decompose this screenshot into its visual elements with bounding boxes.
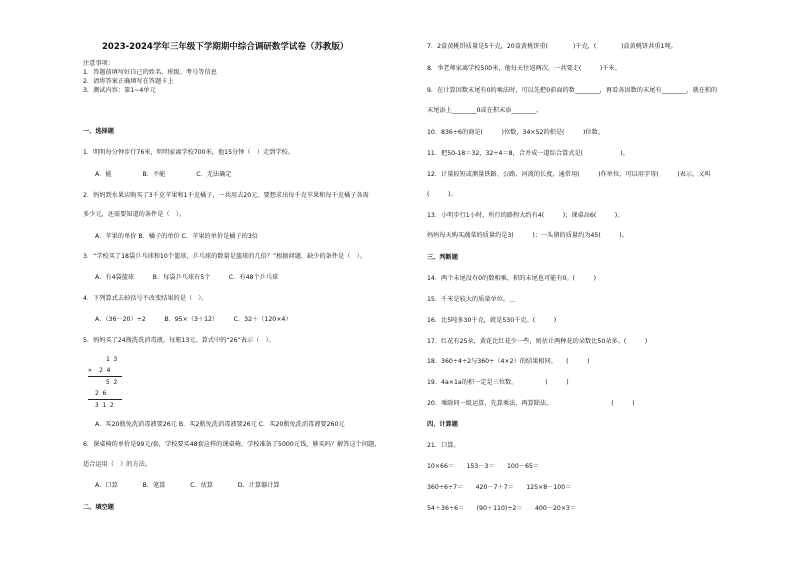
- vertical-partial-1: 5 2: [106, 379, 118, 386]
- question-9-cont: 末尾添上________0或在积末添________。: [427, 107, 543, 114]
- question-13-cont: 妈妈每天购买蔬菜的质量约是3( )；一头猪的质量约为45( )。: [427, 232, 628, 239]
- question-6-options: A．口算 B．笔算 C．估算 D．计算器计算: [95, 482, 280, 489]
- question-19: 19．4a×1a的积一定是三位数。 ( ): [427, 379, 569, 386]
- vertical-line: [88, 399, 122, 400]
- question-17: 17．红花有25朵，黄花比红花少一些，则估计两种花的朵数比50朵多。( ): [427, 338, 648, 345]
- question-16: 16．比5吨多30千克，就是530千克。( ): [427, 317, 557, 324]
- note-item: 1．答题前填写好自己的姓名、班级、考号等信息: [83, 69, 217, 76]
- vertical-result: 3 1 2: [95, 402, 114, 409]
- question-3: 3．“学校买了18袋乒乓球和10个篮球，乒乓球的数量是篮球的几倍？”根据问题，缺少的条件是（ ）。: [83, 253, 366, 260]
- question-2: 2．妈妈到水果店购买了3千克苹果和1千克橘子，一共用去20元。要想求出每千克苹果和每千克橘子各需: [83, 192, 369, 199]
- question-6-cont: 适合运用（ ）的方法。: [83, 461, 152, 468]
- question-7: 7．2盒黄桃饼质量是5千克，20盒黄桃饼重( )千克，( )盒黄桃饼共重1吨。: [427, 43, 677, 50]
- question-12-cont: ( )。: [427, 191, 457, 198]
- mental-math-row: 54＋36÷6＝ (90＋110)÷2＝ 400－20×3＝: [427, 505, 577, 512]
- vertical-multiplier: × 2 4: [88, 367, 111, 374]
- vertical-partial-2: 2 6: [95, 390, 107, 397]
- question-8: 8．李老师家离学校500米，他每天往返两次，一共要走( )千米。: [427, 65, 621, 72]
- page-title: 2023-2024学年三年级下学期期中综合调研数学试卷（苏教版）: [102, 42, 349, 52]
- note-item: 3．测试内容：第1~4单元: [83, 87, 156, 94]
- question-11: 11．把50-18＝32，32÷4＝8，合并成一道综合算式是( )。: [427, 150, 629, 157]
- question-2-cont: 多少元，还需要知道的条件是（ ）。: [83, 211, 186, 218]
- question-2-options: A．苹果的单价 B．橘子的单价 C．苹果的单价是橘子的3倍: [95, 233, 258, 240]
- question-21: 21．口算。: [427, 442, 460, 449]
- question-1: 1．明明每分钟步行76米，明明家离学校700米，他15分钟（ ）走到学校。: [83, 149, 294, 156]
- section-calc-heading: 四、计算题: [427, 421, 458, 428]
- question-13: 13．小明步行1小时，所行的路程大约有4( )；课桌高6( )。: [427, 212, 624, 219]
- question-9: 9．在计算因数末尾有0的乘法时，可以先把0前面的数________，再看各因数的末尾有________，就在积的: [427, 87, 718, 94]
- vertical-line: [88, 376, 122, 377]
- section-judge-heading: 三、判断题: [427, 254, 458, 261]
- mental-math-row: 360÷6÷7＝ 420－7＋7＝ 125×8－100＝: [427, 484, 572, 491]
- question-14: 14．两个末尾没有0的数相乘，积的末尾也可能有0。( ): [427, 275, 597, 282]
- notes-head: 注意事项：: [83, 60, 114, 67]
- vertical-multiplicand: 1 3: [106, 356, 118, 363]
- question-18: 18．360÷4÷2与360÷（4×2）的结果相同。 ( ): [427, 358, 590, 365]
- question-1-options: A．能 B．不能 C．无法确定: [95, 171, 232, 178]
- question-4-options: A．（36－20）÷2 B．95×（3＋12） C．32＋（120×4）: [95, 316, 292, 323]
- question-15: 15．千米是较大的质量单位。＿: [427, 296, 516, 303]
- question-6: 6．课桌椅的单价是99元/套，学校要买48套这样的课桌椅，学校准备了5000元钱，够买吗？解答这个问题，: [83, 441, 381, 448]
- question-12: 12．计量较短或测量铁路、公路、河流的长度，通常用( )作单位，可以用字母( )表示，又叫: [427, 171, 711, 178]
- question-10: 10．836÷6的商是( )位数，34×52的积是( )位数。: [427, 129, 604, 136]
- section-choice-heading: 一、选择题: [83, 128, 114, 135]
- note-item: 2．请将答案正确填写在答题卡上: [83, 78, 174, 85]
- question-3-options: A．有4袋篮球 B．每袋乒乓球有5个 C．有48个乒乓球: [95, 274, 279, 281]
- question-5-options: A．买20瓶免洗消毒液要26元 B．买2瓶免洗消毒液要26元 C．买20瓶免洗消毒液要260元: [95, 421, 345, 428]
- mental-math-row: 10×66＝ 153－3＝ 100－65＝: [427, 463, 540, 470]
- question-20: 20．乘除同一级运算，先算乘法，再算除法。 ( ): [427, 400, 635, 407]
- section-fill-heading: 二、填空题: [83, 504, 114, 511]
- question-5: 5．妈妈买了24瓶洗洗消毒液，每瓶13元。算式中的“26”表示（ ）。: [83, 337, 275, 344]
- question-4: 4．下列算式去掉括号不改变结果的是（ ）。: [83, 295, 208, 302]
